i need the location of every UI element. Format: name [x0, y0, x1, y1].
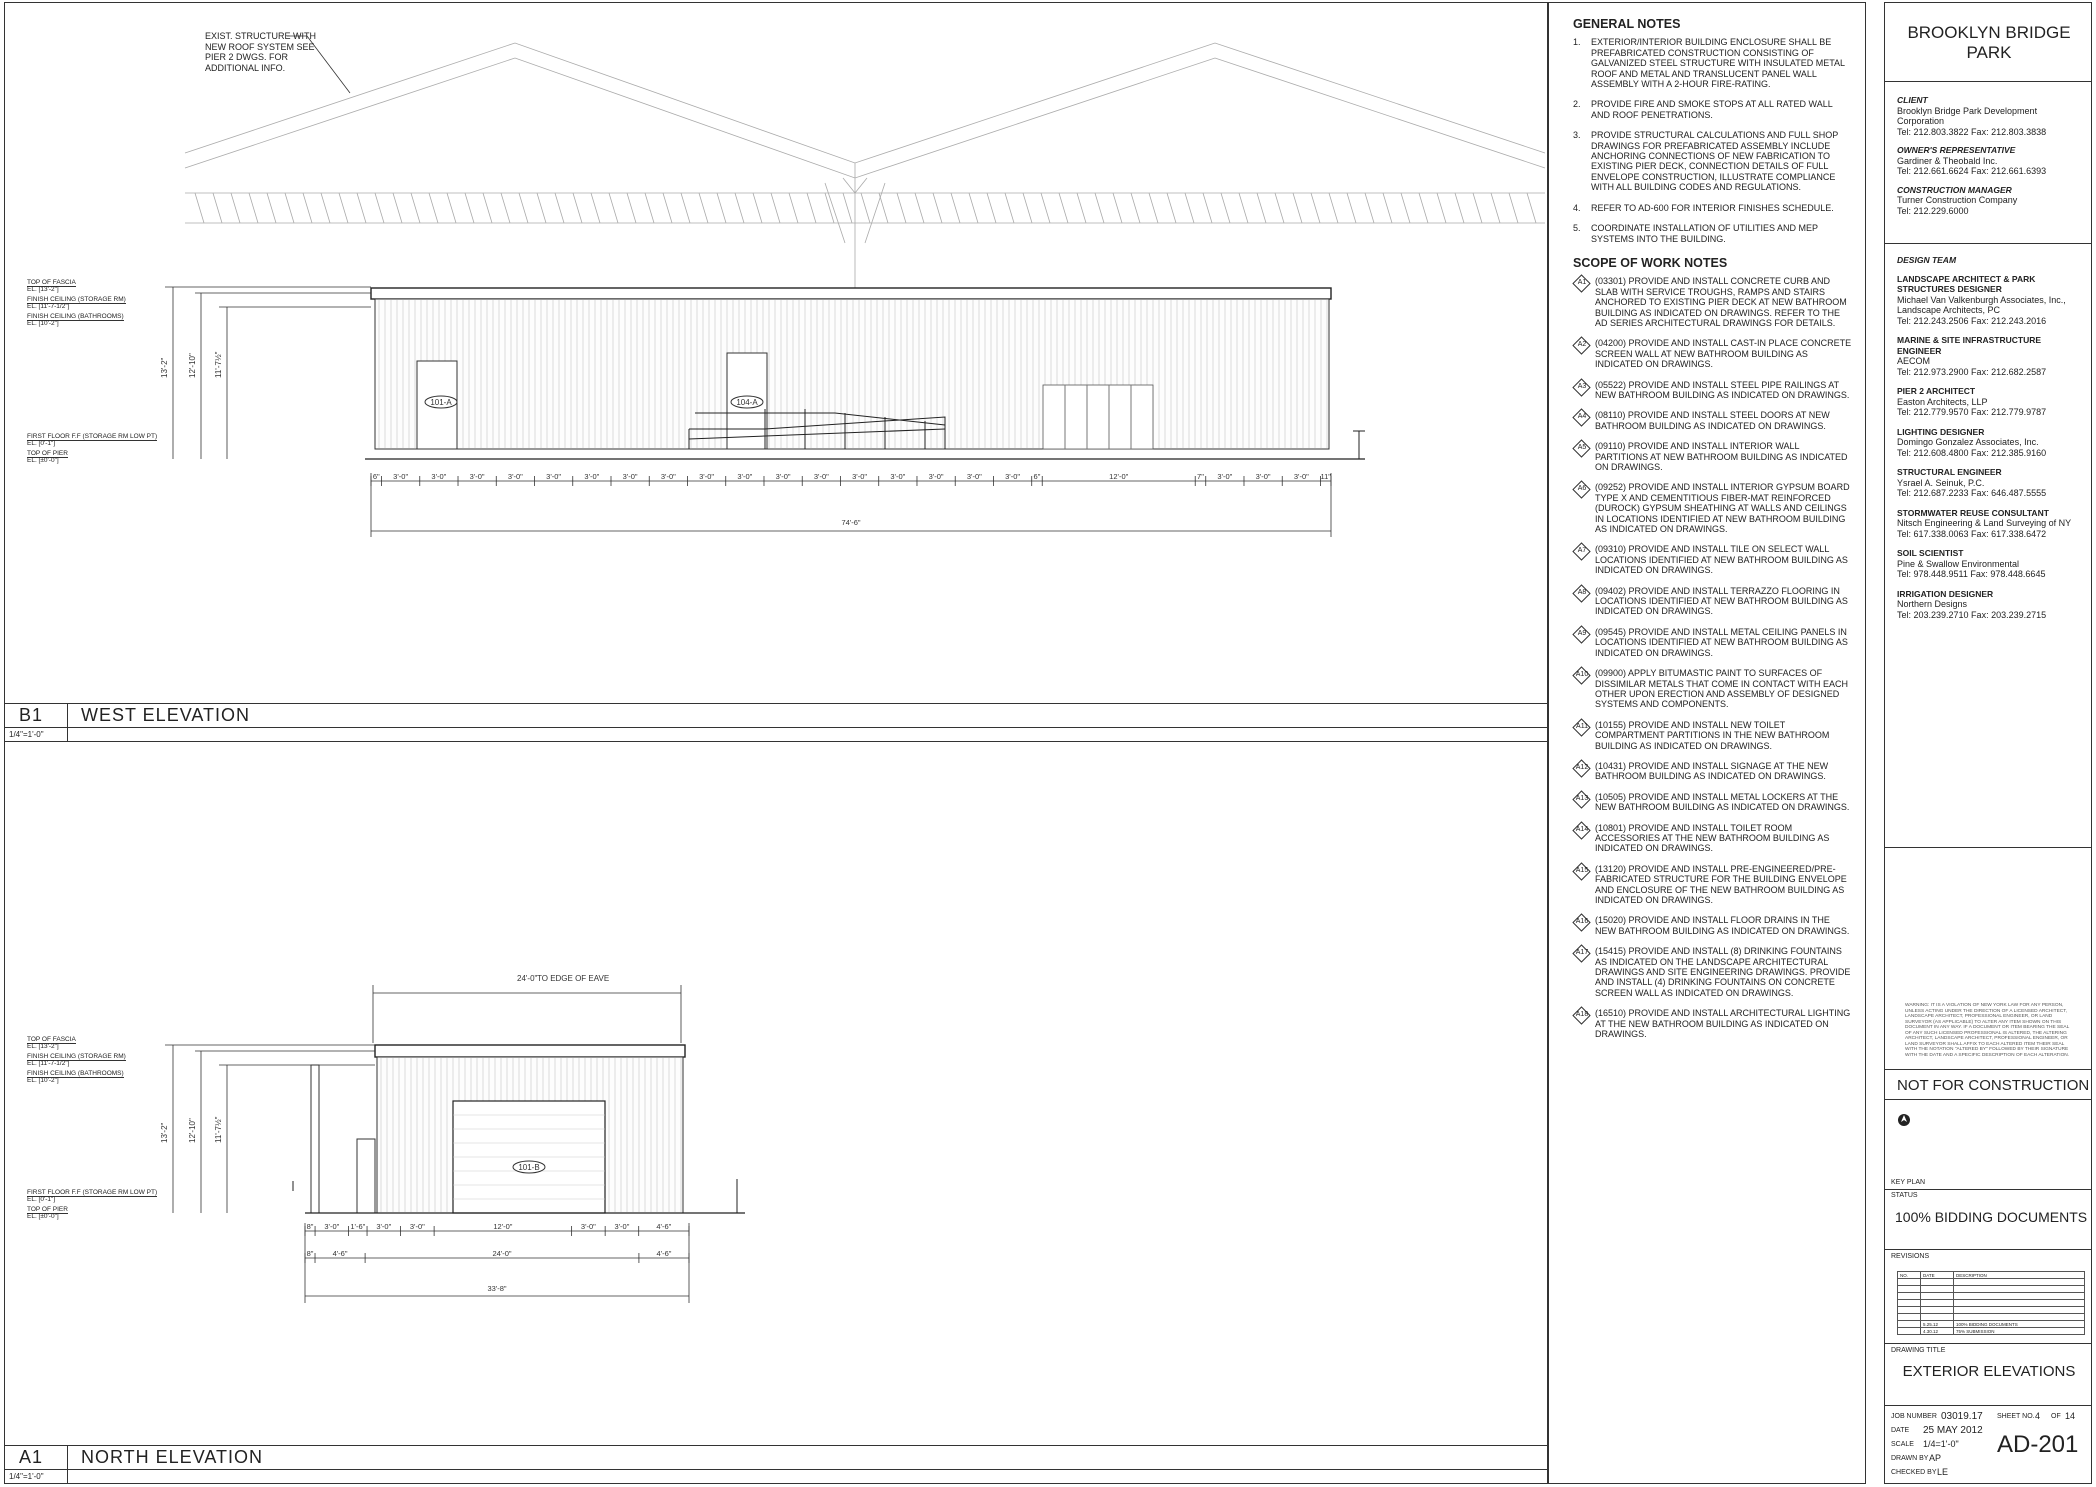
note-number: 2.	[1573, 99, 1581, 110]
notes-column	[1548, 2, 1866, 1484]
sheet-number: AD-201	[1997, 1431, 2079, 1458]
note-tag: A4	[1577, 413, 1587, 421]
team-detail: Easton Architects, LLP	[1897, 396, 1988, 407]
note-text: PROVIDE STRUCTURAL CALCULATIONS AND FULL SHOP DRAWINGS FOR PREFABRICATED ASSEMBLY INCLUDE ANCHORING CONNECTIONS OF NEW FABRICATION TO EXISTING PIER DECK, CONNECTION DETAILS OF FULL ENVELOPE CONSTRUCTION, ILLUSTRATE COMPLIANCE WITH ALL BUILDING CODES AND REGULATIONS.	[1591, 130, 1839, 193]
note-tag-icon	[1573, 668, 1595, 686]
note-tag-icon	[1573, 1008, 1595, 1026]
note-tag-icon	[1573, 441, 1595, 459]
level-name: FINISH CEILING (STORAGE RM)	[27, 1053, 126, 1060]
note-number: 5.	[1573, 223, 1581, 234]
north-height-3: 11'-7½"	[214, 1116, 223, 1143]
note-tag: A12	[1575, 763, 1589, 771]
rev-row-no	[1898, 1321, 1921, 1328]
level-elevation: EL. [±0'-0"]	[27, 457, 59, 464]
cm-role: CONSTRUCTION MANAGER	[1897, 184, 2012, 195]
dimension-label: 3'-0"	[660, 472, 676, 481]
team-detail: Nitsch Engineering & Land Surveying of NY	[1897, 518, 2072, 528]
level-elevation: EL. [13'-2"]	[27, 286, 59, 293]
level-marker	[27, 1189, 157, 1203]
note-tag: A3	[1577, 382, 1587, 390]
status-label: STATUS	[1891, 1192, 1918, 1199]
team-detail: Michael Van Valkenburgh Associates, Inc., Landscape Architects, PC	[1897, 294, 2066, 315]
cm-name: Turner Construction Company	[1897, 195, 2018, 205]
note-tag-icon	[1573, 792, 1595, 810]
scope-note	[1573, 380, 1853, 401]
dimension-label: 1'-6"	[350, 1222, 366, 1231]
rev-head-no: NO.	[1898, 1272, 1921, 1279]
drawing-title: EXTERIOR ELEVATIONS	[1902, 1363, 2076, 1380]
north-scale: 1/4"=1'-0"	[9, 1472, 44, 1481]
team-detail: Pine & Swallow Environmental	[1897, 558, 2020, 569]
drawing-title-label: DRAWING TITLE	[1891, 1347, 1946, 1354]
scope-note	[1573, 627, 1853, 658]
west-view-title: WEST ELEVATION	[81, 705, 251, 725]
date-label: DATE	[1891, 1427, 1910, 1434]
note-number: 1.	[1573, 37, 1581, 48]
team-detail: Domingo Gonzalez Associates, Inc.	[1897, 437, 2039, 447]
scope-note	[1573, 338, 1853, 369]
note-text: (09252) PROVIDE AND INSTALL INTERIOR GYPSUM BOARD TYPE X AND CEMENTITIOUS FIBER-MAT REINFORCED (DUROCK) GYPSUM SHEATHING AT WALLS AND CEILINGS IN LOCATIONS IDENTIFIED AT NEW BATHROOM BUILDING AS INDICATED ON DRAWINGS.	[1595, 482, 1850, 535]
dimension-label: 3'-0"	[890, 472, 906, 481]
team-detail: Ysrael A. Seinuk, P.C.	[1897, 477, 1985, 488]
team-role: SOIL SCIENTIST	[1897, 548, 1964, 558]
west-overall-dim: 74'-6"	[841, 518, 861, 527]
dimension-label: 3'-0"	[580, 1222, 596, 1231]
general-note	[1573, 203, 1853, 213]
level-name: FIRST FLOOR F.F (STORAGE RM LOW PT)	[27, 433, 158, 440]
dimension-label: 6"	[372, 472, 380, 481]
note-text: (09545) PROVIDE AND INSTALL METAL CEILING PANELS IN LOCATIONS IDENTIFIED AT NEW BATHROOM BUILDING AS INDICATED ON DRAWINGS.	[1595, 626, 1848, 658]
scale-label: SCALE	[1891, 1441, 1914, 1448]
north-eave-dim: 24'-0"	[517, 974, 538, 983]
dimension-label: 3'-0"	[376, 1222, 392, 1231]
north-eave-note: TO EDGE OF EAVE	[537, 974, 610, 983]
warning-text: WARNING: IT IS A VIOLATION OF NEW YORK LAW FOR ANY PERSON, UNLESS ACTING UNDER THE DIRECTION OF A LICENSED ARCHITECT, LANDSCAPE ARCHITECT, PROFESSIONAL ENGINEER, OR LAND SURVEYOR (AS APPLICABLE) TO ALTER ANY ITEM SHOWN ON THIS DOCUMENT IN ANY WAY. IF A DOCUMENT OR ITEM BEARING THE SEAL OF ANY SUCH LICENSED PROFESSIONAL IS ALTERED, THE ALTERING ARCHITECT, LANDSCAPE ARCHITECT, PROFESSIONAL ENGINEER, OR LAND SURVEYOR SHALL AFFIX TO EACH ALTERED ITEM THEIR SEAL WITH THE NOTATION "ALTERED BY" FOLLOWED BY THEIR SIGNATURE WITH THE DATE AND A SPECIFIC DESCRIPTION OF EACH ALTERATION.	[1905, 1003, 2070, 1058]
note-text: (15415) PROVIDE AND INSTALL (8) DRINKING FOUNTAINS AS INDICATED ON THE LANDSCAPE ARCHITECTURAL DRAWINGS AND SITE ENGINEERING DRAWINGS. PROVIDE AND INSTALL (4) DRINKING FOUNTAINS ON CONCRETE SCREEN WALL AS INDICATED ON DRAWINGS.	[1595, 946, 1851, 998]
note-tag: A16	[1575, 918, 1589, 926]
note-text: REFER TO AD-600 FOR INTERIOR FINISHES SCHEDULE.	[1591, 202, 1834, 213]
note-tag: A1	[1577, 279, 1587, 287]
note-text: (08110) PROVIDE AND INSTALL STEEL DOORS AT NEW BATHROOM BUILDING AS INDICATED ON DRAWINGS.	[1595, 410, 1830, 431]
note-text: (15020) PROVIDE AND INSTALL FLOOR DRAINS IN THE NEW BATHROOM BUILDING AS INDICATED ON DRAWINGS.	[1595, 915, 1850, 936]
dimension-label: 4'-6"	[656, 1222, 672, 1231]
job-number: 03019.17	[1941, 1411, 1983, 1422]
key-plan-label: KEY PLAN	[1891, 1179, 1926, 1186]
note-tag: A11	[1576, 722, 1588, 730]
scope-note	[1573, 761, 1853, 782]
scope-note	[1573, 668, 1853, 710]
note-tag-icon	[1573, 544, 1595, 562]
level-elevation: EL. [±0'-0"]	[27, 1213, 59, 1220]
rev-row-desc: 75% SUBMISSION	[1954, 1328, 2085, 1335]
west-scale: 1/4"=1'-0"	[9, 730, 44, 739]
note-tag-icon	[1573, 946, 1595, 964]
dimension-label: 3'-0"	[1005, 472, 1021, 481]
rev-row-desc: 100% BIDDING DOCUMENTS	[1954, 1321, 2085, 1328]
team-detail: Tel: 978.448.9511 Fax: 978.448.6645	[1897, 569, 2046, 579]
team-role: PIER 2 ARCHITECT	[1897, 386, 1976, 396]
dimension-label: 3'-0"	[737, 472, 753, 481]
dimension-label: 3'-0"	[813, 472, 829, 481]
west-height-2: 12'-10"	[188, 353, 197, 378]
door-tag-104a: 104-A	[736, 398, 758, 407]
general-note	[1573, 99, 1853, 120]
note-tag: A8	[1577, 588, 1587, 596]
scope-note	[1573, 544, 1853, 575]
scope-note	[1573, 823, 1853, 854]
note-text: (10431) PROVIDE AND INSTALL SIGNAGE AT THE NEW BATHROOM BUILDING AS INDICATED ON DRAWINGS.	[1595, 760, 1829, 782]
project-name-line1: BROOKLYN BRIDGE	[1907, 23, 2071, 42]
level-marker	[27, 313, 126, 327]
team-detail: Tel: 617.338.0063 Fax: 617.338.6472	[1897, 528, 2047, 539]
level-marker	[27, 296, 126, 310]
team-member	[1897, 427, 2085, 459]
note-text: (09110) PROVIDE AND INSTALL INTERIOR WALL PARTITIONS AT NEW BATHROOM BUILDING AS INDICATED ON DRAWINGS.	[1595, 441, 1848, 472]
date-value: 25 MAY 2012	[1923, 1425, 1983, 1436]
north-elevation-drawing	[5, 743, 1547, 1443]
level-elevation: EL. [11'-7-1/2"]	[27, 303, 70, 310]
level-name: TOP OF FASCIA	[27, 279, 76, 286]
note-tag-icon	[1573, 720, 1595, 738]
note-tag-icon	[1573, 823, 1595, 841]
west-height-1: 13'-2"	[160, 357, 169, 378]
team-role: LIGHTING DESIGNER	[1897, 426, 1985, 437]
team-detail: Tel: 212.687.2233 Fax: 646.487.5555	[1897, 488, 2047, 498]
owner-role: OWNER'S REPRESENTATIVE	[1897, 145, 2016, 155]
level-name: TOP OF FASCIA	[27, 1036, 76, 1043]
note-text: EXTERIOR/INTERIOR BUILDING ENCLOSURE SHALL BE PREFABRICATED CONSTRUCTION CONSISTING OF GALVANIZED STEEL STRUCTURE WITH INSULATED METAL ROOF AND METAL AND TRANSLUCENT PANEL WALL ASSEMBLY WITH A 2-HOUR FIRE-RATING.	[1591, 37, 1845, 90]
general-notes-heading: GENERAL NOTES	[1573, 17, 1681, 31]
note-tag: A9	[1577, 629, 1587, 637]
level-name: FINISH CEILING (BATHROOMS)	[27, 1070, 124, 1077]
note-text: COORDINATE INSTALLATION OF UTILITIES AND MEP SYSTEMS INTO THE BUILDING.	[1591, 223, 1818, 244]
scope-note	[1573, 410, 1853, 431]
north-height-2: 12'-10"	[188, 1118, 197, 1143]
team-role: MARINE & SITE INFRASTRUCTURE ENGINEER	[1897, 335, 2042, 356]
dimension-label: 6"	[1033, 472, 1041, 481]
note-tag-icon	[1573, 276, 1595, 294]
note-text: (09900) APPLY BITUMASTIC PAINT TO SURFACES OF DISSIMILAR METALS THAT COME IN CONTACT WITH EACH OTHER UPON ERECTION AND ASSEMBLY OF DESIGNED SYSTEMS AND COMPONENTS.	[1595, 668, 1849, 710]
sheet-total: 14	[2065, 1411, 2076, 1421]
north-view-code: A1	[19, 1447, 44, 1467]
note-text: (13120) PROVIDE AND INSTALL PRE-ENGINEERED/PRE-FABRICATED STRUCTURE FOR THE BUILDING ENVELOPE AND ENCLOSURE OF THE NEW BATHROOM BUILDING AS INDICATED ON DRAWINGS.	[1595, 863, 1847, 905]
client-role: CLIENT	[1897, 95, 1928, 105]
team-member	[1897, 274, 2085, 327]
dimension-label: 11"	[1320, 472, 1331, 481]
level-marker	[27, 1206, 157, 1220]
existing-roof-truss	[185, 43, 1545, 293]
revisions-table	[1897, 1271, 2085, 1335]
note-tag-icon	[1573, 627, 1595, 645]
level-marker	[27, 450, 157, 464]
general-note	[1573, 130, 1853, 192]
team-member	[1897, 467, 2085, 499]
level-marker	[27, 1036, 126, 1050]
note-tag: A2	[1577, 341, 1587, 349]
owner-tel: Tel: 212.661.6624 Fax: 212.661.6393	[1897, 166, 2047, 176]
team-member	[1897, 548, 2085, 580]
note-tag-icon	[1573, 380, 1595, 398]
team-detail: Tel: 203.239.2710 Fax: 203.239.2715	[1897, 609, 2047, 620]
north-overall-dim: 33'-8"	[487, 1284, 507, 1293]
scope-note	[1573, 276, 1853, 328]
scope-note	[1573, 915, 1853, 936]
note-text: (10155) PROVIDE AND INSTALL NEW TOILET COMPARTMENT PARTITIONS IN THE NEW BATHROOM BUILDING AS INDICATED ON DRAWINGS.	[1595, 719, 1830, 751]
rev-row-no	[1898, 1328, 1921, 1335]
dimension-label: 3'-0"	[1255, 472, 1271, 481]
door-tag-101a: 101-A	[430, 398, 452, 407]
note-text: (09310) PROVIDE AND INSTALL TILE ON SELECT WALL LOCATIONS IDENTIFIED AT NEW BATHROOM BUILDING AS INDICATED ON DRAWINGS.	[1595, 544, 1848, 576]
dimension-label: 3'-0"	[507, 472, 523, 481]
dimension-label: 3'-0"	[393, 472, 409, 481]
scale-value: 1/4=1'-0"	[1923, 1439, 1959, 1449]
scope-note	[1573, 441, 1853, 472]
dimension-label: 3'-0"	[324, 1222, 340, 1231]
note-tag: A17	[1575, 949, 1589, 957]
north-height-1: 13'-2"	[160, 1122, 169, 1143]
note-text: (05522) PROVIDE AND INSTALL STEEL PIPE RAILINGS AT NEW BATHROOM BUILDING AS INDICATED ON DRAWINGS.	[1595, 379, 1850, 400]
rev-head-date: DATE	[1921, 1272, 1954, 1279]
note-tag: A15	[1575, 866, 1589, 874]
design-team-heading: DESIGN TEAM	[1897, 255, 1957, 265]
note-text: PROVIDE FIRE AND SMOKE STOPS AT ALL RATED WALL AND ROOF PENETRATIONS.	[1591, 99, 1833, 120]
north-building	[293, 1045, 745, 1213]
scope-note	[1573, 864, 1853, 906]
note-tag-icon	[1573, 864, 1595, 882]
note-tag-icon	[1573, 586, 1595, 604]
scope-note	[1573, 720, 1853, 751]
scope-note	[1573, 1008, 1853, 1039]
client-name: Brooklyn Bridge Park Development Corporation	[1897, 105, 2038, 126]
note-number: 3.	[1573, 130, 1581, 141]
dimension-label: 4'-6"	[656, 1249, 672, 1258]
dimension-label: 3'-0"	[928, 472, 944, 481]
project-name-line2: PARK	[1966, 43, 2012, 62]
level-elevation: EL. [10'-2"]	[27, 1077, 59, 1084]
level-name: TOP OF PIER	[27, 450, 68, 457]
rev-head-desc: DESCRIPTION	[1954, 1272, 2085, 1279]
dimension-label: 3'-0"	[469, 472, 485, 481]
team-role: STRUCTURAL ENGINEER	[1897, 467, 2002, 477]
note-text: (03301) PROVIDE AND INSTALL CONCRETE CURB AND SLAB WITH SERVICE TROUGHS, RAMPS AND STAIRS ANCHORED TO EXISTING PIER DECK AT NEW BATHROOM BUILDING AS INDICATED ON DRAWINGS. REFER TO THE AD SERIES ARCHITECTURAL DRAWINGS FOR DETAILS.	[1595, 276, 1847, 328]
level-marker	[27, 1070, 126, 1084]
level-name: FINISH CEILING (BATHROOMS)	[27, 313, 124, 320]
sheet-no: 4	[2035, 1411, 2041, 1421]
scope-note	[1573, 586, 1853, 617]
revisions-label: REVISIONS	[1891, 1253, 1930, 1260]
team-detail: Northern Designs	[1897, 599, 1968, 609]
level-name: TOP OF PIER	[27, 1206, 68, 1213]
north-arrow-icon	[1897, 1113, 1911, 1127]
title-block	[1884, 2, 2092, 1484]
note-tag-icon	[1573, 338, 1595, 356]
owner-name: Gardiner & Theobald Inc.	[1897, 155, 1998, 166]
team-detail: Tel: 212.243.2506 Fax: 212.243.2016	[1897, 315, 2047, 326]
note-tag: A5	[1577, 444, 1587, 452]
team-detail: AECOM	[1897, 356, 1931, 366]
team-role: STORMWATER REUSE CONSULTANT	[1897, 507, 2049, 518]
scope-note	[1573, 946, 1853, 998]
dimension-label: 3'-0"	[1217, 472, 1233, 481]
level-name: FIRST FLOOR F.F (STORAGE RM LOW PT)	[27, 1189, 158, 1196]
dimension-label: 3'-0"	[852, 472, 868, 481]
team-detail: Tel: 212.608.4800 Fax: 212.385.9160	[1897, 447, 2047, 458]
note-tag-icon	[1573, 410, 1595, 428]
note-text: (10505) PROVIDE AND INSTALL METAL LOCKERS AT THE NEW BATHROOM BUILDING AS INDICATED ON DRAWINGS.	[1595, 791, 1850, 813]
note-tag: A18	[1575, 1011, 1589, 1019]
dimension-label: 12'-0"	[1109, 472, 1129, 481]
note-tag-icon	[1573, 915, 1595, 933]
dimension-label: 8"	[306, 1222, 314, 1231]
level-marker	[27, 433, 157, 447]
dimension-label: 3'-0"	[409, 1222, 425, 1231]
level-elevation: EL. [11'-7-1/2"]	[27, 1060, 70, 1067]
dimension-label: 3'-0"	[699, 472, 715, 481]
rev-row-date: 5.25.12	[1921, 1321, 1954, 1328]
not-for-construction: NOT FOR CONSTRUCTION	[1897, 1077, 2090, 1094]
level-elevation: EL. [0'-1"]	[27, 1196, 56, 1203]
level-elevation: EL. [13'-2"]	[27, 1043, 59, 1050]
dimension-label: 3'-0"	[622, 472, 638, 481]
general-note	[1573, 223, 1853, 244]
level-marker	[27, 279, 126, 293]
team-role: LANDSCAPE ARCHITECT & PARK STRUCTURES DESIGNER	[1897, 273, 2036, 294]
dimension-label: 3'-0"	[546, 472, 562, 481]
note-tag-icon	[1573, 482, 1595, 500]
drawn-by-label: DRAWN BY	[1891, 1455, 1929, 1462]
team-detail: Tel: 212.779.9570 Fax: 212.779.9787	[1897, 407, 2047, 417]
rev-row-date: 4.30.12	[1921, 1328, 1954, 1335]
client-tel: Tel: 212.803.3822 Fax: 212.803.3838	[1897, 126, 2047, 137]
dimension-label: 3'-0"	[775, 472, 791, 481]
west-elevation-drawing	[5, 3, 1547, 703]
note-tag: A6	[1577, 485, 1587, 493]
note-tag: A7	[1577, 547, 1587, 555]
door-tag-101b: 101-B	[518, 1163, 540, 1172]
team-member	[1897, 335, 2085, 377]
level-elevation: EL. [0'-1"]	[27, 440, 56, 447]
note-text: (04200) PROVIDE AND INSTALL CAST-IN PLACE CONCRETE SCREEN WALL AT NEW BATHROOM BUILDING AS INDICATED ON DRAWINGS.	[1595, 338, 1852, 370]
dimension-label: 7"	[1197, 472, 1204, 481]
west-building	[365, 288, 1365, 459]
north-view-title: NORTH ELEVATION	[81, 1447, 264, 1467]
team-member	[1897, 386, 2085, 418]
dimension-label: 3'-0"	[966, 472, 982, 481]
scope-note	[1573, 482, 1853, 534]
note-tag-icon	[1573, 761, 1595, 779]
checked-by: LE	[1937, 1467, 1949, 1477]
note-text: (09402) PROVIDE AND INSTALL TERRAZZO FLOORING IN LOCATIONS IDENTIFIED AT NEW BATHROOM BUILDING AS INDICATED ON DRAWINGS.	[1595, 585, 1848, 617]
dimension-label: 3'-0"	[584, 472, 600, 481]
team-member	[1897, 508, 2085, 540]
note-number: 4.	[1573, 202, 1581, 213]
dimension-label: 3'-0"	[614, 1222, 630, 1231]
note-tag: A14	[1575, 825, 1589, 833]
west-height-3: 11'-7½"	[214, 351, 223, 378]
job-number-label: JOB NUMBER	[1891, 1413, 1937, 1420]
scope-notes-heading: SCOPE OF WORK NOTES	[1573, 255, 1728, 270]
checked-by-label: CHECKED BY	[1891, 1469, 1937, 1476]
general-note	[1573, 37, 1853, 89]
drawing-area	[4, 2, 1548, 1484]
team-detail: Tel: 212.973.2900 Fax: 212.682.2587	[1897, 366, 2047, 377]
dimension-label: 8"	[306, 1249, 314, 1258]
scope-note	[1573, 792, 1853, 813]
team-member	[1897, 589, 2085, 621]
note-tag: A10	[1575, 671, 1589, 679]
note-text: (16510) PROVIDE AND INSTALL ARCHITECTURAL LIGHTING AT THE NEW BATHROOM BUILDING AS INDICATED ON DRAWINGS.	[1595, 1008, 1851, 1040]
drawn-by: AP	[1929, 1453, 1942, 1463]
roof-note: EXIST. STRUCTURE WITH NEW ROOF SYSTEM SEE PIER 2 DWGS. FOR ADDITIONAL INFO.	[205, 31, 317, 73]
cm-tel: Tel: 212.229.6000	[1897, 205, 1969, 216]
note-text: (10801) PROVIDE AND INSTALL TOILET ROOM ACCESSORIES AT THE NEW BATHROOM BUILDING AS INDICATED ON DRAWINGS.	[1595, 822, 1830, 854]
sheet-no-label: SHEET NO.	[1997, 1413, 2035, 1420]
status-value: 100% BIDDING DOCUMENTS	[1895, 1209, 2088, 1225]
note-tag: A13	[1575, 794, 1589, 802]
level-marker	[27, 1053, 126, 1067]
west-view-code: B1	[19, 705, 44, 725]
team-role: IRRIGATION DESIGNER	[1897, 588, 1994, 599]
level-elevation: EL. [10'-2"]	[27, 320, 59, 327]
dimension-label: 24'-0"	[492, 1249, 512, 1258]
dimension-label: 3'-0"	[1293, 472, 1309, 481]
dimension-label: 4'-6"	[332, 1249, 348, 1258]
dimension-label: 12'-0"	[493, 1222, 513, 1231]
level-name: FINISH CEILING (STORAGE RM)	[27, 296, 126, 303]
dimension-label: 3'-0"	[431, 472, 447, 481]
of-label: OF	[2051, 1413, 2061, 1420]
